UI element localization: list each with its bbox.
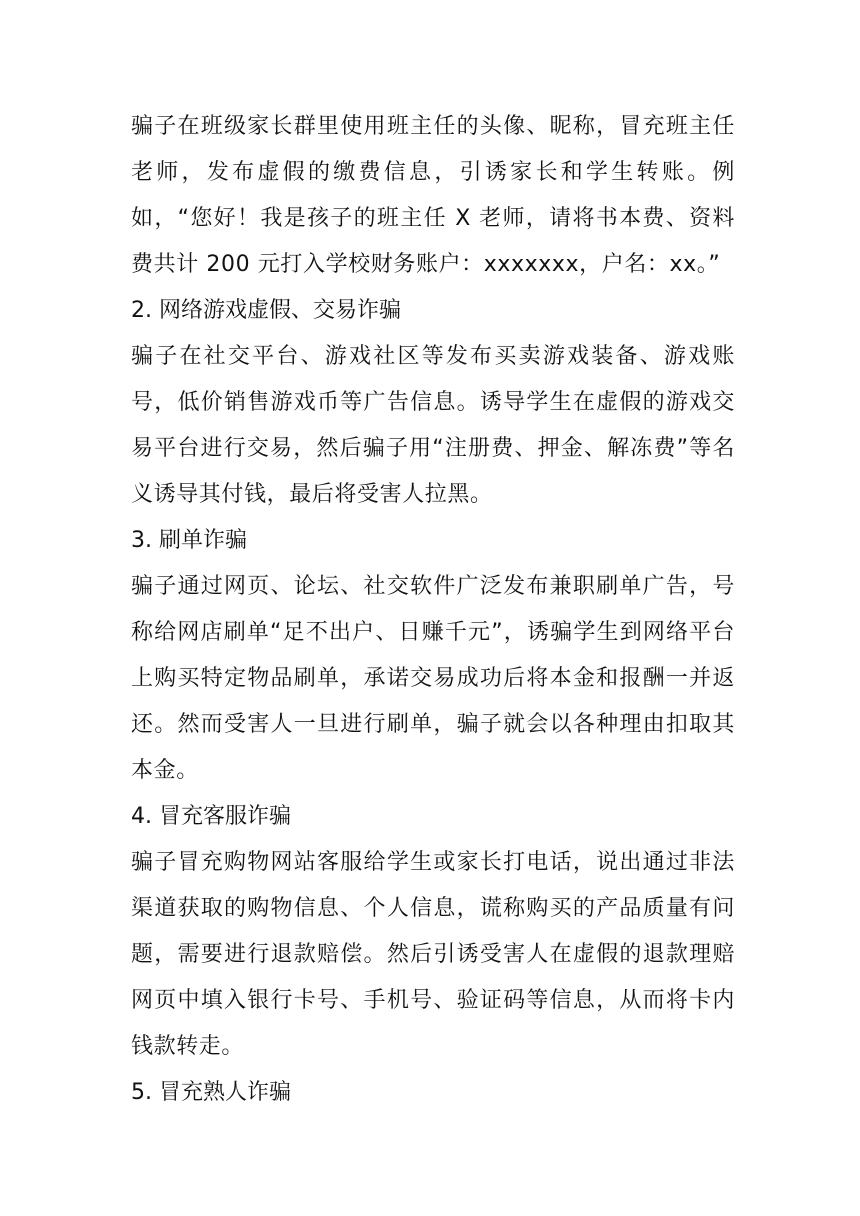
document-body	[131, 104, 735, 1116]
heading-text: 冒充客服诈骗	[159, 804, 292, 829]
heading-impersonate-acquaintance	[131, 1070, 735, 1116]
paragraph-game-trade-fraud: 骗子在社交平台、游戏社区等发布买卖游戏装备、游戏账号，低价销售游戏币等广告信息。诱导学生在虚假的游戏交易平台进行交易，然后骗子用“注册费、押金、解冻费”等名义诱导其付钱，最后将受害人拉黑。	[131, 344, 735, 507]
heading-number: 5.	[131, 1080, 152, 1105]
heading-text: 冒充熟人诈骗	[159, 1080, 292, 1105]
paragraph-class-group-fraud: 骗子在班级家长群里使用班主任的头像、昵称，冒充班主任老师，发布虚假的缴费信息，引诱家长和学生转账。例如，“您好！我是孩子的班主任 X 老师，请将书本费、资料费共计 200 元打入学校财务账户：xxxxxxx，户名：xx。”	[131, 114, 735, 277]
heading-number: 4.	[131, 804, 152, 829]
heading-text: 刷单诈骗	[159, 528, 248, 553]
heading-fake-customer-service	[131, 794, 735, 840]
heading-game-trade-fraud	[131, 288, 735, 334]
paragraph-fake-customer-service: 骗子冒充购物网站客服给学生或家长打电话，说出通过非法渠道获取的购物信息、个人信息，谎称购买的产品质量有问题，需要进行退款赔偿。然后引诱受害人在虚假的退款理赔网页中填入银行卡号、手机号、验证码等信息，从而将卡内钱款转走。	[131, 850, 735, 1059]
heading-number: 2.	[131, 298, 152, 323]
heading-number: 3.	[131, 528, 152, 553]
heading-brushing-fraud	[131, 518, 735, 564]
heading-text: 网络游戏虚假、交易诈骗	[159, 298, 402, 323]
paragraph-brushing-fraud: 骗子通过网页、论坛、社交软件广泛发布兼职刷单广告，号称给网店刷单“足不出户、日赚千元”，诱骗学生到网络平台上购买特定物品刷单，承诺交易成功后将本金和报酬一并返还。然而受害人一旦进行刷单，骗子就会以各种理由扣取其本金。	[131, 574, 735, 783]
